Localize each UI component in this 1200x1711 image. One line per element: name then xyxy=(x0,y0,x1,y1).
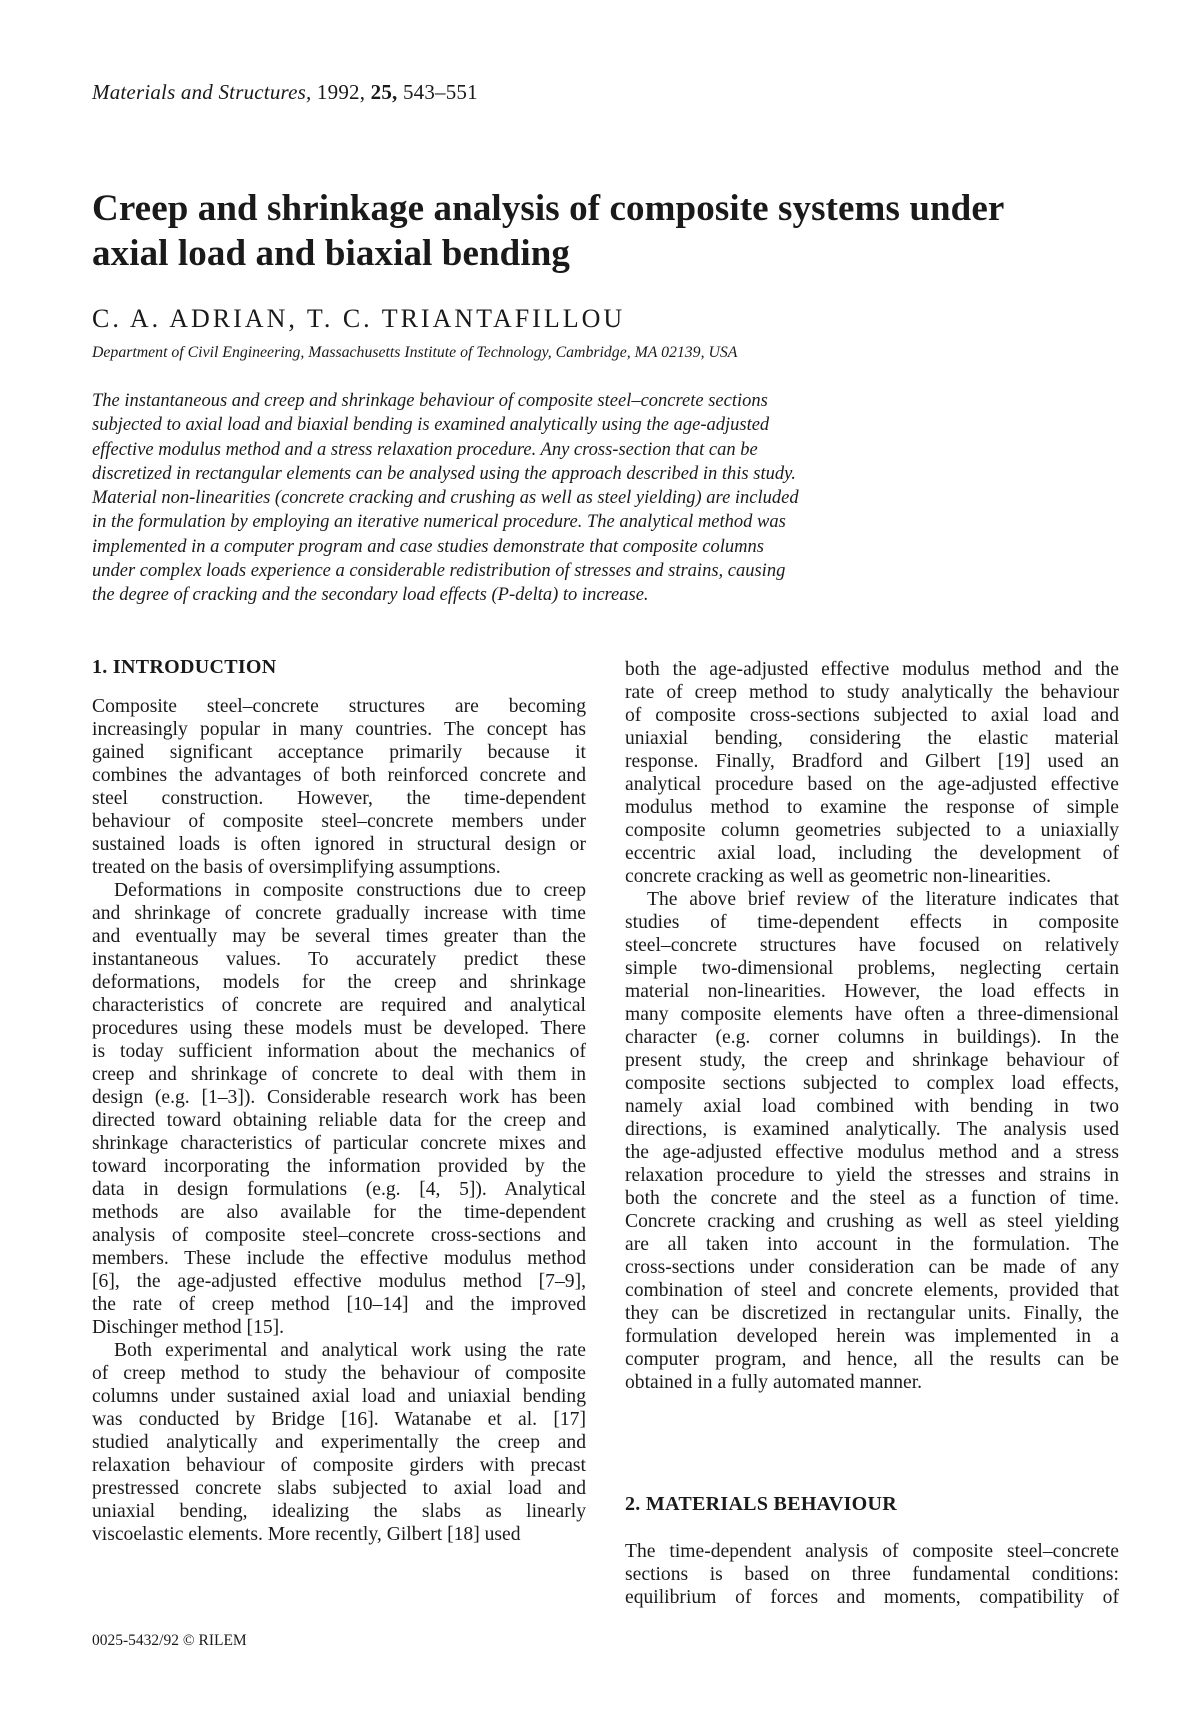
journal-volume: 25, xyxy=(370,80,398,104)
text-line: namely axial load combined with bending in two xyxy=(625,1096,1119,1117)
text-line: are all taken into account in the formulation. The xyxy=(625,1234,1119,1255)
text-line: was conducted by Bridge [16]. Watanabe et al. [17] xyxy=(92,1409,586,1430)
text-line: uniaxial bending, idealizing the slabs as linearly xyxy=(92,1501,586,1522)
text-line: character (e.g. corner columns in buildings). In the xyxy=(625,1027,1119,1048)
text-line: material non-linearities. However, the load effects in xyxy=(625,981,1119,1002)
affiliation: Department of Civil Engineering, Massachusetts Institute of Technology, Cambridge, MA 02139, USA xyxy=(92,344,738,361)
text-line: [6], the age-adjusted effective modulus method [7–9], xyxy=(92,1271,586,1292)
text-line: many composite elements have often a three-dimensional xyxy=(625,1004,1119,1025)
text-line: and shrinkage of concrete gradually increase with time xyxy=(92,903,586,924)
text-line: of creep method to study the behaviour of composite xyxy=(92,1363,586,1384)
text-line: the rate of creep method [10–14] and the improved xyxy=(92,1294,586,1315)
text-line: viscoelastic elements. More recently, Gilbert [18] used xyxy=(92,1524,521,1545)
text-line: methods are also available for the time-dependent xyxy=(92,1202,586,1223)
title-line: axial load and biaxial bending xyxy=(92,233,571,274)
abstract-line: The instantaneous and creep and shrinkage behaviour of composite steel–concrete sections xyxy=(92,391,768,411)
text-line: obtained in a fully automated manner. xyxy=(625,1372,923,1393)
text-line: studies of time-dependent effects in composite xyxy=(625,912,1119,933)
text-line: deformations, models for the creep and shrinkage xyxy=(92,972,586,993)
text-line: steel–concrete structures have focused on relatively xyxy=(625,935,1119,956)
text-line: response. Finally, Bradford and Gilbert [19] used an xyxy=(625,751,1119,772)
text-line: members. These include the effective modulus method xyxy=(92,1248,586,1269)
text-line: behaviour of composite steel–concrete members under xyxy=(92,811,586,832)
text-line: composite sections subjected to complex load effects, xyxy=(625,1073,1119,1094)
abstract-line: Material non-linearities (concrete cracking and crushing as well as steel yielding) are included xyxy=(92,488,799,509)
journal-year: 1992, xyxy=(316,80,366,104)
text-line: they can be discretized in rectangular units. Finally, the xyxy=(625,1303,1119,1324)
text-line: increasingly popular in many countries. The concept has xyxy=(92,719,586,740)
text-line: composite column geometries subjected to a uniaxially xyxy=(625,820,1119,841)
text-line: creep and shrinkage of concrete to deal with them in xyxy=(92,1064,586,1085)
text-line: directed toward obtaining reliable data for the creep and xyxy=(92,1110,586,1131)
section-heading-materials: 2. MATERIALS BEHAVIOUR xyxy=(625,1493,898,1515)
text-line: Concrete cracking and crushing as well as steel yielding xyxy=(625,1211,1119,1232)
text-line: shrinkage characteristics of particular concrete mixes and xyxy=(92,1133,586,1154)
text-line: and eventually may be several times greater than the xyxy=(92,926,586,947)
text-line: treated on the basis of oversimplifying assumptions. xyxy=(92,857,501,878)
text-line: sections is based on three fundamental conditions: xyxy=(625,1564,1119,1585)
text-line: instantaneous values. To accurately predict these xyxy=(92,949,586,970)
text-line: The above brief review of the literature indicates that xyxy=(647,889,1119,910)
text-line: both the age-adjusted effective modulus method and the xyxy=(625,659,1119,680)
abstract-line: subjected to axial load and biaxial bending is examined analytically using the age-adjusted xyxy=(92,415,770,436)
paper-title xyxy=(92,186,1072,276)
text-line: the age-adjusted effective modulus method and a stress xyxy=(625,1142,1119,1163)
abstract-line: in the formulation by employing an iterative numerical procedure. The analytical method was xyxy=(92,512,786,533)
text-line: Deformations in composite constructions due to creep xyxy=(114,880,586,901)
footer-copyright: 0025-5432/92 © RILEM xyxy=(92,1632,247,1649)
text-line: The time-dependent analysis of composite steel–concrete xyxy=(625,1541,1119,1562)
text-line: uniaxial bending, considering the elastic material xyxy=(625,728,1119,749)
text-line: characteristics of concrete are required and analytical xyxy=(92,995,586,1016)
text-line: equilibrium of forces and moments, compatibility of xyxy=(625,1587,1119,1608)
abstract-line: under complex loads experience a considerable redistribution of stresses and strains, causing xyxy=(92,561,786,582)
text-line: analysis of composite steel–concrete cross-sections and xyxy=(92,1225,586,1246)
abstract-line: implemented in a computer program and case studies demonstrate that composite columns xyxy=(92,536,764,557)
text-line: procedures using these models must be developed. There xyxy=(92,1018,586,1039)
text-line: studied analytically and experimentally the creep and xyxy=(92,1432,586,1453)
abstract-line: discretized in rectangular elements can be analysed using the approach described in this study. xyxy=(92,463,796,484)
text-line: gained significant acceptance primarily because it xyxy=(92,742,586,763)
text-line: data in design formulations (e.g. [4, 5]). Analytical xyxy=(92,1179,586,1200)
title-line: Creep and shrinkage analysis of composite systems under xyxy=(92,188,1005,229)
abstract xyxy=(92,389,922,608)
text-line: present study, the creep and shrinkage behaviour of xyxy=(625,1050,1119,1071)
text-line: Composite steel–concrete structures are becoming xyxy=(92,696,586,717)
text-line: combination of steel and concrete elements, provided that xyxy=(625,1280,1119,1301)
journal-name: Materials and Structures, xyxy=(92,80,312,104)
text-line: formulation developed herein was implemented in a xyxy=(625,1326,1119,1347)
text-line: eccentric axial load, including the development of xyxy=(625,843,1119,864)
abstract-line: effective modulus method and a stress relaxation procedure. Any cross-section that can be xyxy=(92,439,758,460)
text-line: analytical procedure based on the age-adjusted effective xyxy=(625,774,1119,795)
abstract-line: the degree of cracking and the secondary load effects (P-delta) to increase. xyxy=(92,585,649,606)
text-line: relaxation behaviour of composite girders with precast xyxy=(92,1455,586,1476)
authors: C. A. ADRIAN, T. C. TRIANTAFILLOU xyxy=(92,304,626,333)
journal-pages: 543–551 xyxy=(402,80,478,104)
text-line: Both experimental and analytical work using the rate xyxy=(114,1340,586,1361)
text-line: is today sufficient information about the mechanics of xyxy=(92,1041,586,1062)
text-line: computer program, and hence, all the results can be xyxy=(625,1349,1119,1370)
text-line: prestressed concrete slabs subjected to axial load and xyxy=(92,1478,586,1499)
text-line: combines the advantages of both reinforced concrete and xyxy=(92,765,586,786)
text-line: columns under sustained axial load and uniaxial bending xyxy=(92,1386,586,1407)
text-line: Dischinger method [15]. xyxy=(92,1317,285,1338)
text-line: design (e.g. [1–3]). Considerable research work has been xyxy=(92,1087,586,1108)
text-line: toward incorporating the information provided by the xyxy=(92,1156,586,1177)
text-line: concrete cracking as well as geometric non-linearities. xyxy=(625,866,1051,887)
text-line: modulus method to examine the response of simple xyxy=(625,797,1119,818)
text-line: of composite cross-sections subjected to axial load and xyxy=(625,705,1119,726)
text-line: rate of creep method to study analytically the behaviour xyxy=(625,682,1119,703)
text-line: directions, is examined analytically. The analysis used xyxy=(625,1119,1119,1140)
text-line: simple two-dimensional problems, neglecting certain xyxy=(625,958,1119,979)
text-line: steel construction. However, the time-dependent xyxy=(92,788,586,809)
text-line: relaxation procedure to yield the stresses and strains in xyxy=(625,1165,1119,1186)
text-line: both the concrete and the steel as a function of time. xyxy=(625,1188,1119,1209)
section-heading-introduction: 1. INTRODUCTION xyxy=(92,656,277,678)
journal-citation xyxy=(92,80,478,105)
text-line: cross-sections under consideration can be made of any xyxy=(625,1257,1119,1278)
text-line: sustained loads is often ignored in structural design or xyxy=(92,834,586,855)
